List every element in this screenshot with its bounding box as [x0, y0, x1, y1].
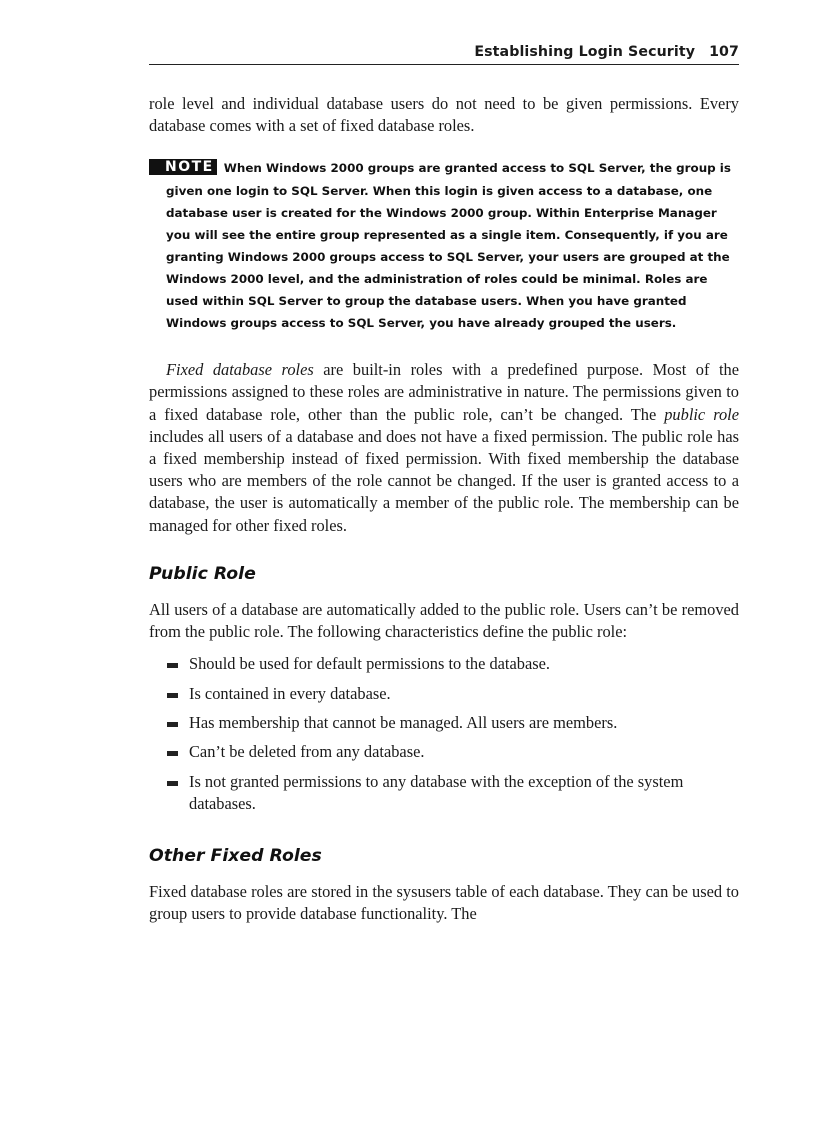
list-item: Is contained in every database.	[149, 683, 739, 705]
other-fixed-roles-paragraph: Fixed database roles are stored in the sysusers table of each database. They can be used to group users to provide database functionality. The	[149, 882, 739, 924]
intro-paragraph: role level and individual database users do not need to be given permissions. Every database comes with a set of fixed database roles.	[149, 94, 739, 136]
note-text: When Windows 2000 groups are granted access to SQL Server, the group is given one login to SQL Server. When this login is given access to a database, one database user is created for the Windows 2000 group. Within Enterprise Manager you will see the entire group represented as a single item. Consequently, if you are granting Windows 2000 groups access to SQL Server, your users are grouped at the Windows 2000 level, and the administration of roles could be minimal. Roles are used within SQL Server to group the database users. When you have granted Windows groups access to SQL Server, you have already grouped the users.	[166, 161, 731, 331]
square-bullet-icon	[167, 781, 178, 786]
list-item: Can’t be deleted from any database.	[149, 741, 739, 763]
term-fixed-database-roles: Fixed database roles	[166, 360, 314, 380]
section-heading-other-fixed-roles: Other Fixed Roles	[149, 846, 322, 867]
term-public-role: public role	[664, 404, 739, 424]
note-badge: NOTE	[149, 159, 217, 175]
fixed-roles-text-1: are built-in roles with a predefined purpose. Most of the permissions assigned to these roles are administrative in nature. The permissions given to a fixed database role, other than the public role, can’t be changed. The	[149, 360, 739, 424]
note-box	[149, 157, 739, 334]
square-bullet-icon	[167, 663, 178, 668]
square-bullet-icon	[167, 751, 178, 756]
square-bullet-icon	[167, 722, 178, 727]
public-role-bullet-list	[149, 653, 739, 815]
section-heading-public-role: Public Role	[149, 563, 256, 584]
square-bullet-icon	[167, 693, 178, 698]
page-number: 107	[709, 44, 739, 60]
page-body	[149, 93, 739, 926]
list-item: Is not granted permissions to any database with the exception of the system databases.	[149, 771, 739, 815]
fixed-roles-paragraph	[149, 359, 739, 537]
list-item: Should be used for default permissions to the database.	[149, 653, 739, 675]
running-header	[149, 40, 739, 65]
fixed-roles-text-2: includes all users of a database and does not have a fixed permission. The public role has a fixed membership instead of fixed permission. With fixed membership the database users who are members of the role cannot be changed. If the user is granted access to a database, the user is automatically a member of the public role. The membership can be managed for other fixed roles.	[149, 426, 739, 535]
public-role-intro: All users of a database are automatically added to the public role. Users can’t be removed from the public role. The following characteristics define the public role:	[149, 599, 739, 641]
chapter-title: Establishing Login Security	[474, 44, 696, 60]
list-item: Has membership that cannot be managed. All users are members.	[149, 712, 739, 734]
